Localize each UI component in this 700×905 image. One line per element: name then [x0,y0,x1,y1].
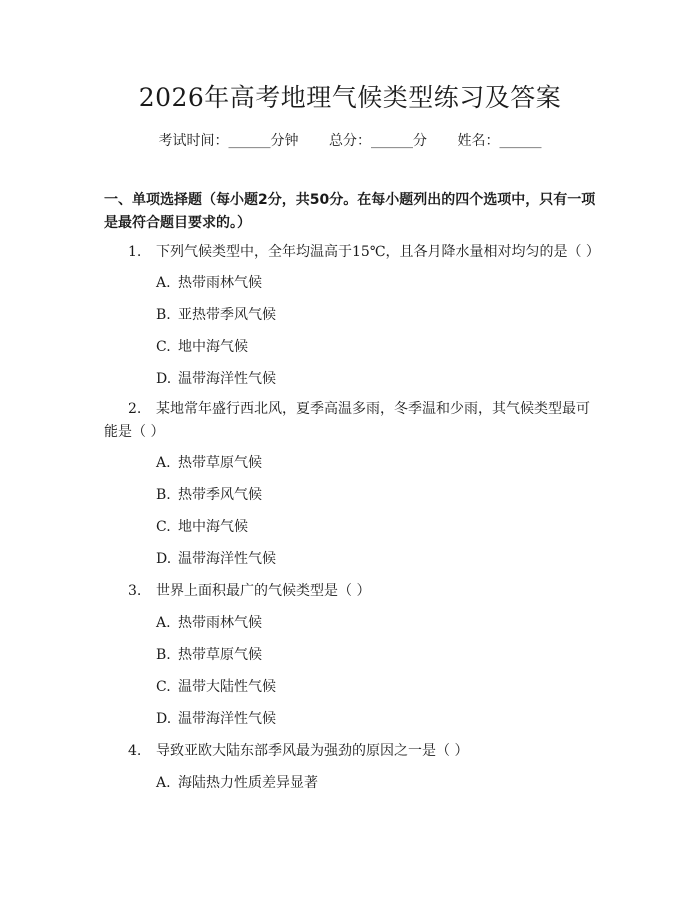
option-letter: D. [156,371,172,387]
option-text: 热带季风气候 [178,487,262,503]
question-number: 4. [128,743,142,759]
question-number: 1. [128,244,142,260]
document-title: 2026年高考地理气候类型练习及答案 [138,83,562,112]
question-text: 某地常年盛行西北风，夏季高温多雨，冬季温和少雨，其气候类型最可能是（ ） [104,401,590,440]
option-letter: B. [156,647,171,663]
question-2 [104,398,600,444]
option-text: 温带海洋性气候 [178,371,276,387]
option-letter: D. [156,551,172,567]
option-2b [156,484,262,506]
question-text: 下列气候类型中，全年均温高于15℃，且各月降水量相对均匀的是（ ） [156,244,600,260]
question-number: 3. [128,583,142,599]
exam-meta-line [0,130,700,152]
option-3a [156,612,262,634]
option-text: 热带雨林气候 [178,275,262,291]
option-text: 地中海气候 [178,519,248,535]
option-text: 海陆热力性质差异显著 [178,775,318,791]
option-1b [156,304,276,326]
question-text: 世界上面积最广的气候类型是（ ） [156,583,371,599]
exam-time-field: 考试时间：______分钟 [158,133,299,149]
option-text: 热带草原气候 [178,455,262,471]
option-2d [156,548,276,570]
option-text: 热带雨林气候 [178,615,262,631]
option-letter: C. [156,519,171,535]
option-3c [156,676,276,698]
option-text: 亚热带季风气候 [178,307,276,323]
option-letter: B. [156,307,171,323]
option-letter: A. [156,615,171,631]
option-3d [156,708,276,730]
option-text: 温带海洋性气候 [178,551,276,567]
option-2c [156,516,248,538]
option-text: 地中海气候 [178,339,248,355]
option-letter: C. [156,339,171,355]
question-3 [104,580,600,603]
total-score-field: 总分：______分 [329,133,427,149]
option-1d [156,368,276,390]
question-4 [104,740,600,763]
option-1a [156,272,262,294]
option-1c [156,336,248,358]
option-letter: D. [156,711,172,727]
option-2a [156,452,262,474]
question-text: 导致亚欧大陆东部季风最为强劲的原因之一是（ ） [156,743,469,759]
option-4a [156,772,318,794]
option-text: 热带草原气候 [178,647,262,663]
option-letter: A. [156,775,171,791]
option-letter: A. [156,455,171,471]
question-number: 2. [128,401,142,417]
option-letter: C. [156,679,171,695]
option-letter: B. [156,487,171,503]
student-name-field: 姓名：______ [457,133,542,149]
option-letter: A. [156,275,171,291]
section-heading-single-choice: 一、单项选择题（每小题2分，共50分。在每小题列出的四个选项中，只有一项是最符合题目要求的。） [104,192,596,231]
option-3b [156,644,262,666]
option-text: 温带海洋性气候 [178,711,276,727]
option-text: 温带大陆性气候 [178,679,276,695]
question-1 [104,241,600,264]
